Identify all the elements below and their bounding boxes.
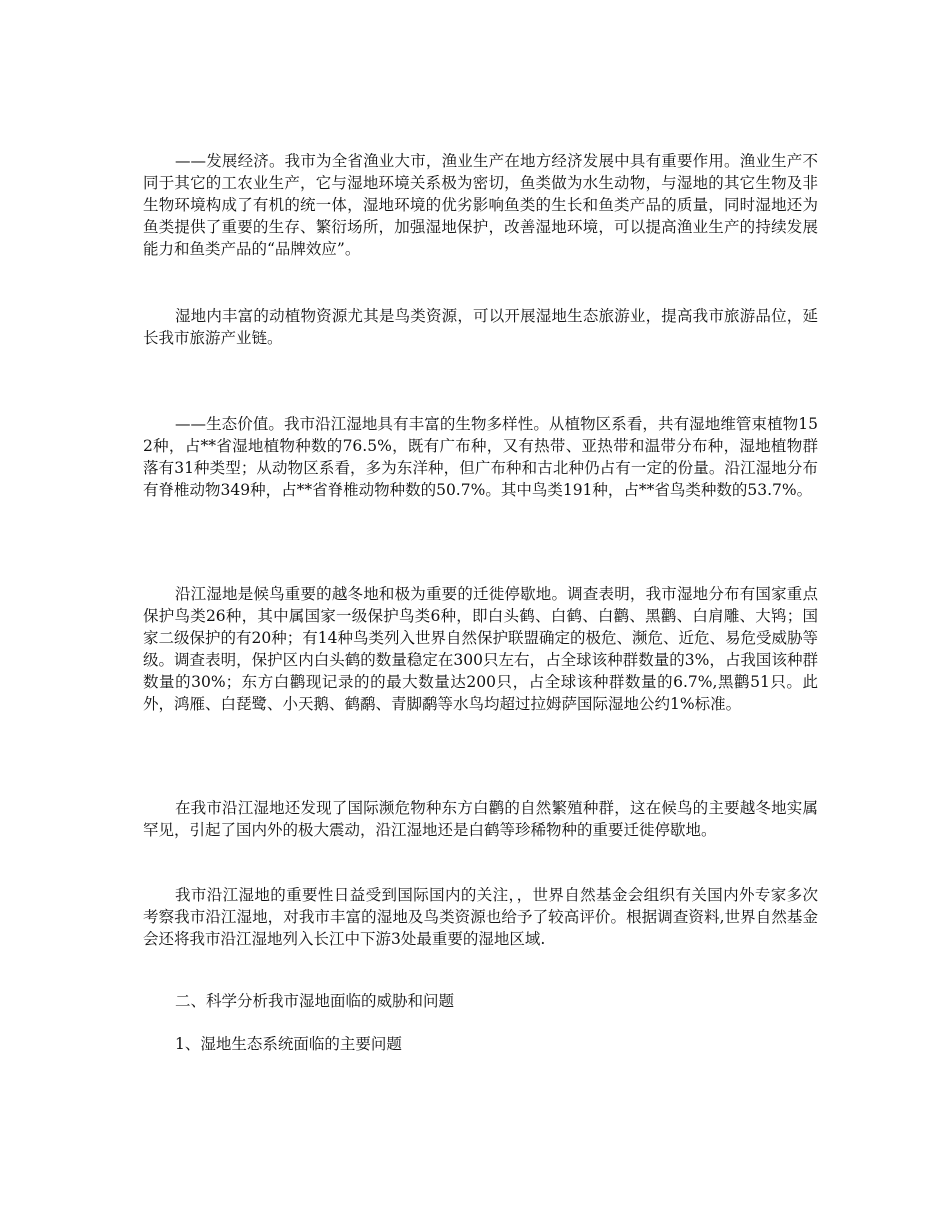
document-page: [143, 0, 818, 1230]
section-heading-threats: 二、科学分析我市湿地面临的威胁和问题: [175, 992, 455, 1010]
subsection-heading-problems: 1、湿地生态系统面临的主要问题: [175, 1035, 402, 1053]
paragraph-tourism: 湿地内丰富的动植物资源尤其是鸟类资源，可以开展湿地生态旅游业，提高我市旅游品位，延长我市旅游产业链。: [143, 307, 818, 347]
paragraph-ecology: ——生态价值。我市沿江湿地具有丰富的生物多样性。从植物区系看，共有湿地维管束植物152种，占**省湿地植物种数的76.5%，既有广布种，又有热带、亚热带和温带分布种，湿地植物群落有31种类型；从动物区系看，多为东洋种，但广布种和古北种仍占有一定的份量。沿江湿地分布有脊椎动物349种，占**省脊椎动物种数的50.7%。其中鸟类191种，占**省鸟类种数的53.7%。: [143, 415, 818, 499]
paragraph-economy: ——发展经济。我市为全省渔业大市，渔业生产在地方经济发展中具有重要作用。渔业生产不同于其它的工农业生产，它与湿地环境关系极为密切，鱼类做为水生动物，与湿地的其它生物及非生物环境构成了有机的统一体，湿地环境的优劣影响鱼类的生长和鱼类产品的质量，同时湿地还为鱼类提供了重要的生存、繁衍场所，加强湿地保护，改善湿地环境，可以提高渔业生产的持续发展能力和鱼类产品的“品牌效应”。: [143, 152, 818, 258]
paragraph-migratory-birds: 沿江湿地是候鸟重要的越冬地和极为重要的迁徙停歇地。调查表明，我市湿地分布有国家重点保护鸟类26种，其中属国家一级保护鸟类6种，即白头鹤、白鹤、白鹳、黑鹳、白肩雕、大鸨；国家二级保护的有20种；有14种鸟类列入世界自然保护联盟确定的极危、濒危、近危、易危受威胁等级。调查表明，保护区内白头鹤的数量稳定在300只左右，占全球该种群数量的3%，占我国该种群数量的30%；东方白鹳现记录的的最大数量达200只，占全球该种群数量的6.7%,黑鹳51只。此外，鸿雁、白琵鹭、小天鹅、鹤鹬、青脚鹬等水鸟均超过拉姆萨国际湿地公约1%标准。: [143, 585, 818, 713]
paragraph-international-attention: 我市沿江湿地的重要性日益受到国际国内的关注，，世界自然基金会组织有关国内外专家多次考察我市沿江湿地，对我市丰富的湿地及鸟类资源也给予了较高评价。根据调查资料,世界自然基金会还将我市沿江湿地列入长江中下游3处最重要的湿地区域.: [143, 886, 818, 948]
paragraph-stork-breeding: 在我市沿江湿地还发现了国际濒危物种东方白鹳的自然繁殖种群，这在候鸟的主要越冬地实属罕见，引起了国内外的极大震动，沿江湿地还是白鹤等珍稀物种的重要迁徙停歇地。: [143, 799, 818, 839]
